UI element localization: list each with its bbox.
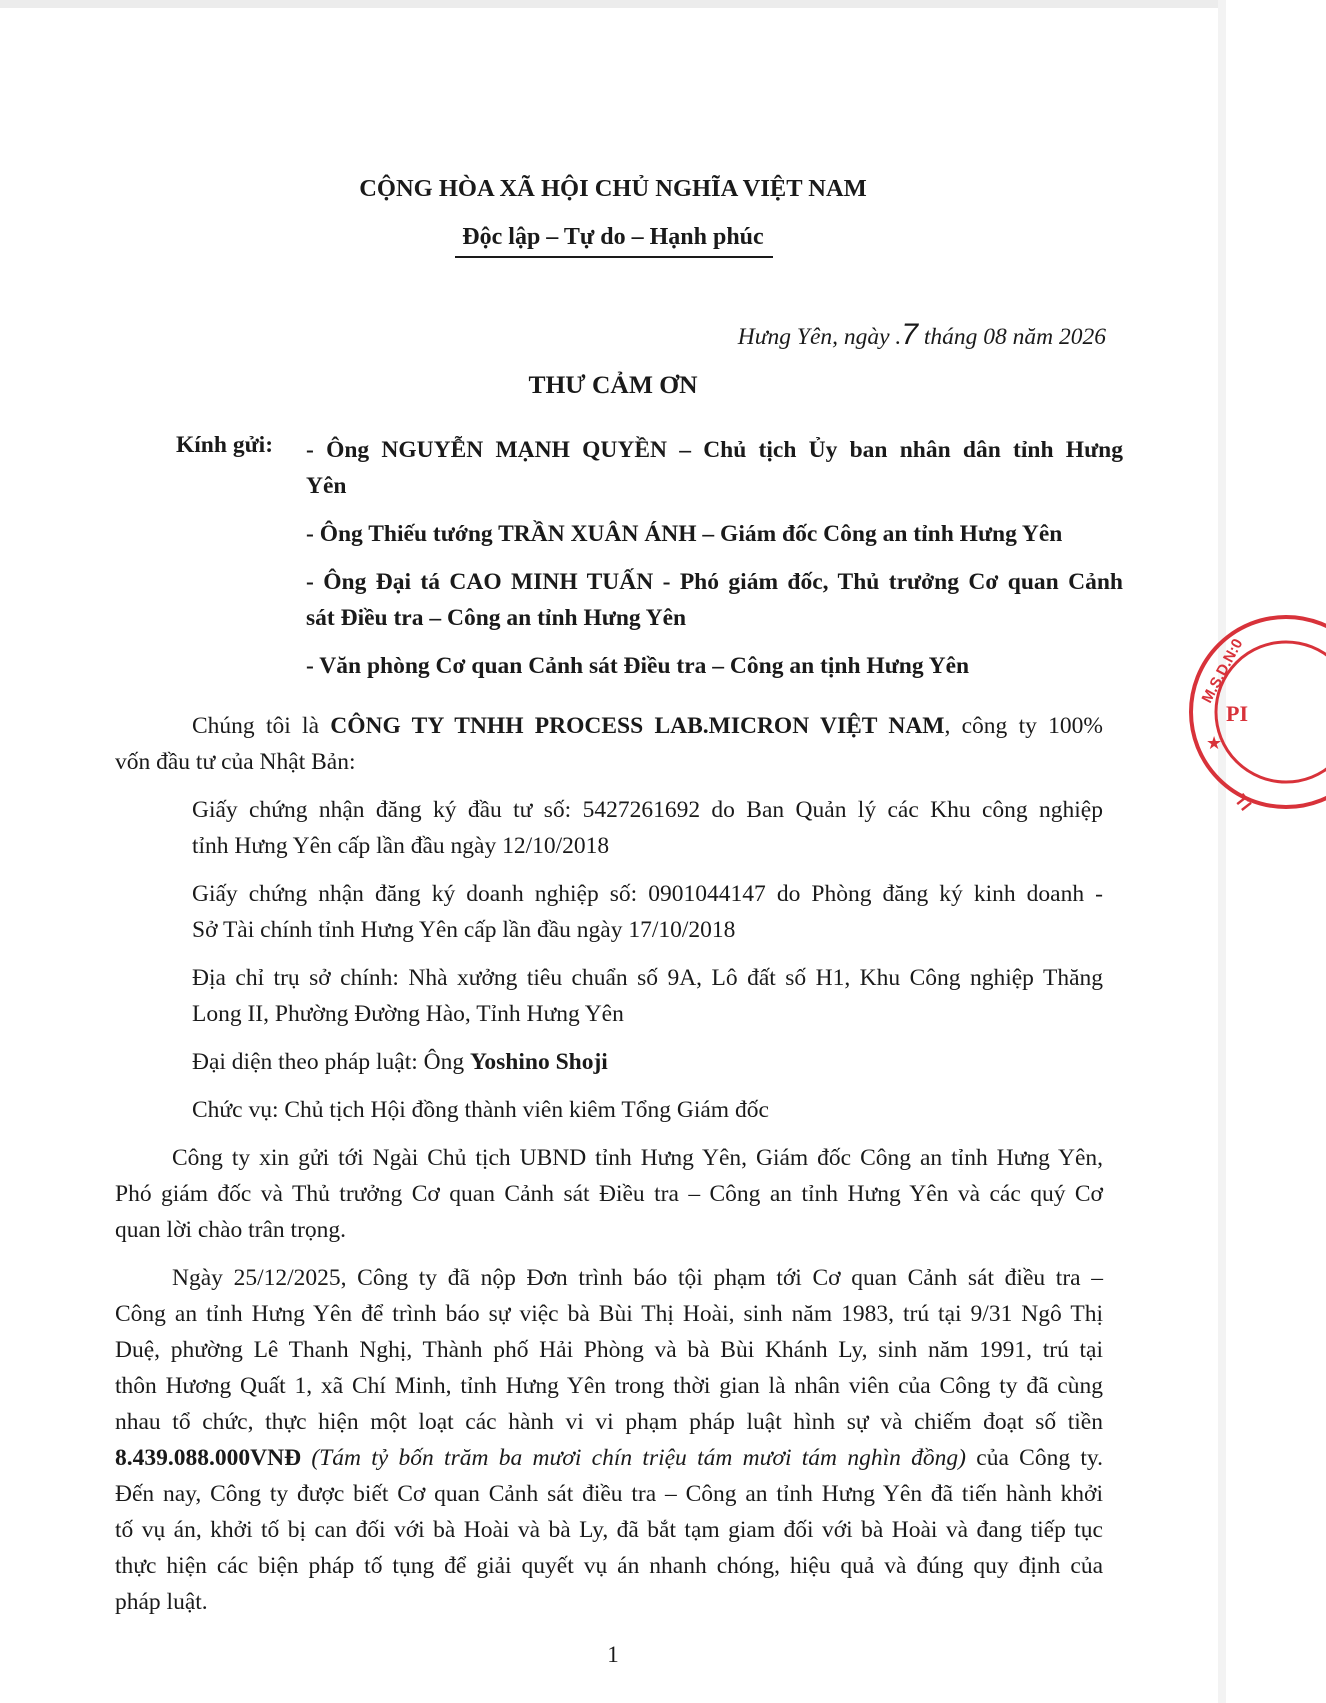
national-motto: Độc lập – Tự do – Hạnh phúc (462, 224, 764, 250)
business-cert-line-2: Sở Tài chính tỉnh Hưng Yên cấp lần đầu ngày 17/10/2018 (192, 917, 736, 943)
greeting-line-2: Phó giám đốc và Thủ trưởng Cơ quan Cảnh sát Điều tra – Công an tỉnh Hưng Yên và các quý Cơ (115, 1181, 1103, 1207)
address-line-2: Long II, Phường Đường Hào, Tỉnh Hưng Yên (192, 1001, 624, 1027)
body-line-3: Duệ, phường Lê Thanh Nghị, Thành phố Hải Phòng và bà Bùi Khánh Ly, sinh năm 1991, trú tại (115, 1337, 1103, 1363)
body-line-4: thôn Hương Quất 1, xã Chí Minh, tỉnh Hưng Yên trong thời gian là nhân viên của Công ty đã cùng (115, 1373, 1103, 1399)
representative-name: Yoshino Shoji (470, 1049, 608, 1075)
intro-line-1 (192, 708, 1103, 744)
place-date-suffix: tháng 08 năm 2026 (918, 324, 1106, 350)
page-number: 1 (607, 1642, 619, 1667)
place-date (738, 318, 1106, 352)
greeting-line-1: Công ty xin gửi tới Ngài Chủ tịch UBND tỉnh Hưng Yên, Giám đốc Công an tỉnh Hưng Yên, (172, 1145, 1103, 1171)
representative-label: Đại diện theo pháp luật: Ông (192, 1049, 471, 1075)
business-cert-line-1: Giấy chứng nhận đăng ký doanh nghiệp số: 0901044147 do Phòng đăng ký kinh doanh - (192, 881, 1103, 907)
stamp-text-mid: PI (1226, 701, 1248, 726)
stamp-text-bottom: TỈ (1230, 790, 1256, 815)
recipient-1-line-1: - Ông NGUYỄN MẠNH QUYỀN – Chủ tịch Ủy ban nhân dân tỉnh Hưng (306, 437, 1123, 463)
company-name: CÔNG TY TNHH PROCESS LAB.MICRON VIỆT NAM (330, 713, 945, 739)
body-line-6-tail: của Công ty. (965, 1445, 1104, 1471)
handwritten-day: 7 (901, 318, 918, 351)
body-line-9: thực hiện các biện pháp tố tụng để giải quyết vụ án nhanh chóng, hiệu quả và đúng quy định của (115, 1553, 1103, 1579)
legal-representative (192, 1044, 608, 1080)
investment-cert-line-1: Giấy chứng nhận đăng ký đầu tư số: 5427261692 do Ban Quản lý các Khu công nghiệp (192, 797, 1103, 823)
scan-right-edge (1218, 0, 1226, 1703)
recipient-1-line-2: Yên (306, 473, 347, 499)
greeting-line-3: quan lời chào trân trọng. (115, 1217, 347, 1243)
intro-tail: , công ty 100% (944, 713, 1103, 739)
recipient-2: - Ông Thiếu tướng TRẦN XUÂN ÁNH – Giám đốc Công an tỉnh Hưng Yên (306, 521, 1063, 547)
recipient-3-line-2: sát Điều tra – Công an tỉnh Hưng Yên (306, 605, 687, 631)
company-stamp (1176, 612, 1326, 815)
stamp-text-top: M.S.D.N:0 (1198, 636, 1247, 706)
intro-lead: Chúng tôi là (192, 713, 331, 739)
recipient-3-line-1: - Ông Đại tá CAO MINH TUẤN - Phó giám đốc, Thủ trưởng Cơ quan Cảnh (306, 569, 1123, 595)
address-line-1: Địa chỉ trụ sở chính: Nhà xưởng tiêu chuẩn số 9A, Lô đất số H1, Khu Công nghiệp Thăng (192, 965, 1103, 991)
recipients-label: Kính gửi: (176, 432, 274, 458)
body-line-5: nhau tổ chức, thực hiện một loạt các hành vi vi phạm pháp luật hình sự và chiếm đoạt số tiền (115, 1409, 1103, 1435)
position: Chức vụ: Chủ tịch Hội đồng thành viên kiêm Tổng Giám đốc (192, 1097, 769, 1123)
national-title: CỘNG HÒA XÃ HỘI CHỦ NGHĨA VIỆT NAM (359, 175, 867, 202)
amount: 8.439.088.000VNĐ (115, 1445, 302, 1471)
body-line-2: Công an tỉnh Hưng Yên để trình báo sự việc bà Bùi Thị Hoài, sinh năm 1983, trú tại 9/31 Ngô Thị (115, 1301, 1103, 1327)
body-line-8: tố vụ án, khởi tố bị can đối với bà Hoài và bà Ly, đã bắt tạm giam đối với bà Hoài và đang tiếp tục (115, 1517, 1103, 1543)
intro-line-2: vốn đầu tư của Nhật Bản: (115, 749, 356, 775)
body-line-1: Ngày 25/12/2025, Công ty đã nộp Đơn trình báo tội phạm tới Cơ quan Cảnh sát điều tra – (172, 1265, 1103, 1291)
investment-cert-line-2: tỉnh Hưng Yên cấp lần đầu ngày 12/10/2018 (192, 833, 610, 859)
body-line-10: pháp luật. (115, 1589, 208, 1615)
recipient-4: - Văn phòng Cơ quan Cảnh sát Điều tra – Công an tịnh Hưng Yên (306, 653, 970, 679)
stamp-star-icon: ★ (1206, 733, 1223, 753)
body-line-6 (115, 1440, 1103, 1476)
place-date-prefix: Hưng Yên, ngày . (737, 324, 902, 350)
body-line-7: Đến nay, Công ty được biết Cơ quan Cảnh sát điều tra – Công an tỉnh Hưng Yên đã tiến hành khởi (115, 1481, 1103, 1507)
scan-top-border (0, 0, 1226, 8)
document-title: THƯ CẢM ƠN (528, 370, 698, 399)
amount-in-words: (Tám tỷ bốn trăm ba mươi chín triệu tám mươi tám nghìn đồng) (311, 1445, 966, 1471)
motto-underline (455, 256, 773, 258)
